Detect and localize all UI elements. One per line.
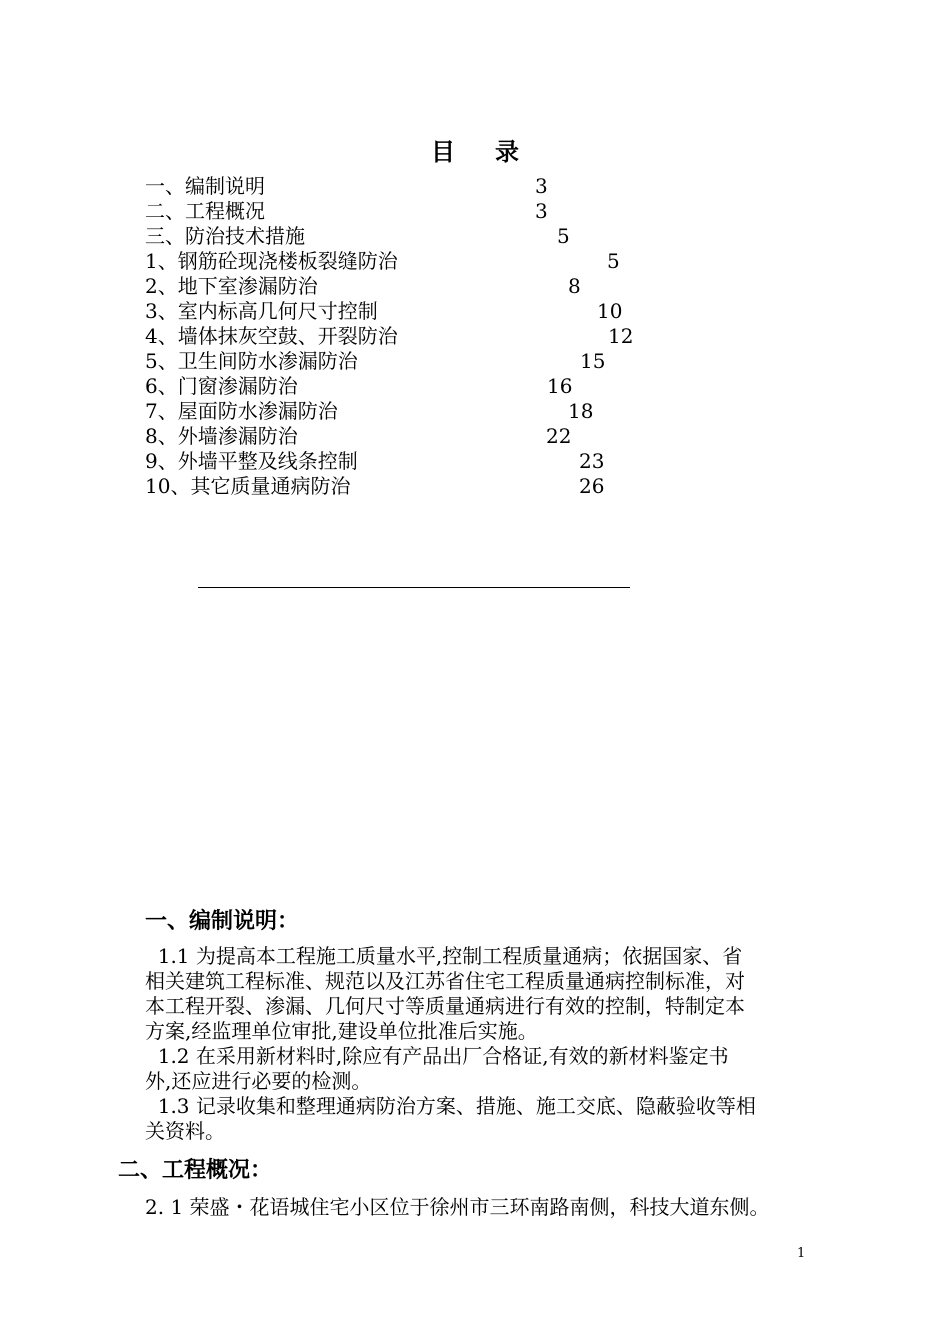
paragraph-line: 1.2 在采用新材料时,除应有产品出厂合格证,有效的新材料鉴定书 xyxy=(145,1044,729,1068)
paragraph-line: 本工程开裂、渗漏、几何尺寸等质量通病进行有效的控制，特制定本 xyxy=(145,994,745,1018)
section2-heading: 二、工程概况： xyxy=(118,1157,273,1183)
paragraph-line: 2. 1 荣盛・花语城住宅小区位于徐州市三环南路南侧，科技大道东侧。 xyxy=(145,1195,770,1219)
section1-paragraph-1 xyxy=(145,944,825,1044)
toc-item-page: 18 xyxy=(568,399,594,423)
toc-item-label: 10、其它质量通病防治 xyxy=(145,474,351,498)
paragraph-line: 1.3 记录收集和整理通病防治方案、措施、施工交底、隐蔽验收等相 xyxy=(145,1094,756,1118)
section1-heading: 一、编制说明： xyxy=(145,908,300,934)
toc-item-label: 二、工程概况 xyxy=(145,199,265,223)
toc-item-page: 15 xyxy=(580,349,606,373)
page-number: 1 xyxy=(797,1246,806,1261)
toc-item-page: 12 xyxy=(608,324,634,348)
section2-paragraph xyxy=(145,1195,845,1220)
toc-item-page: 26 xyxy=(579,474,605,498)
toc-item-page: 5 xyxy=(557,224,570,248)
toc-item-label: 1、钢筋砼现浇楼板裂缝防治 xyxy=(145,249,398,273)
toc-item-label: 7、屋面防水渗漏防治 xyxy=(145,399,338,423)
toc-item-page: 23 xyxy=(579,449,605,473)
paragraph-line: 关资料。 xyxy=(145,1119,225,1143)
section1-paragraph-3 xyxy=(145,1094,825,1144)
toc-item-page: 3 xyxy=(535,174,548,198)
toc-title xyxy=(0,132,950,167)
section1-paragraph-2 xyxy=(145,1044,825,1094)
toc-item-page: 22 xyxy=(546,424,572,448)
toc-item-label: 2、地下室渗漏防治 xyxy=(145,274,318,298)
toc-item-label: 5、卫生间防水渗漏防治 xyxy=(145,349,358,373)
divider-line xyxy=(198,587,630,588)
toc-title-part-1: 目 xyxy=(431,137,455,166)
toc-item-label: 8、外墙渗漏防治 xyxy=(145,424,298,448)
toc-title-part-2: 录 xyxy=(495,137,519,166)
toc-item-label: 4、墙体抹灰空鼓、开裂防治 xyxy=(145,324,398,348)
toc-item-page: 5 xyxy=(607,249,620,273)
toc-item-label: 三、防治技术措施 xyxy=(145,224,305,248)
toc-item-page: 8 xyxy=(568,274,581,298)
toc-item-page: 16 xyxy=(547,374,573,398)
paragraph-line: 1.1 为提高本工程施工质量水平,控制工程质量通病；依据国家、省 xyxy=(145,944,743,968)
toc-item-page: 3 xyxy=(535,199,548,223)
toc-item-label: 9、外墙平整及线条控制 xyxy=(145,449,358,473)
paragraph-line: 相关建筑工程标准、规范以及江苏省住宅工程质量通病控制标准，对 xyxy=(145,969,745,993)
paragraph-line: 外,还应进行必要的检测。 xyxy=(145,1069,372,1093)
toc-item-label: 一、编制说明 xyxy=(145,174,265,198)
toc-item-label: 6、门窗渗漏防治 xyxy=(145,374,298,398)
toc-item-label: 3、室内标高几何尺寸控制 xyxy=(145,299,378,323)
paragraph-line: 方案,经监理单位审批,建设单位批准后实施。 xyxy=(145,1019,538,1043)
toc-item-page: 10 xyxy=(597,299,623,323)
